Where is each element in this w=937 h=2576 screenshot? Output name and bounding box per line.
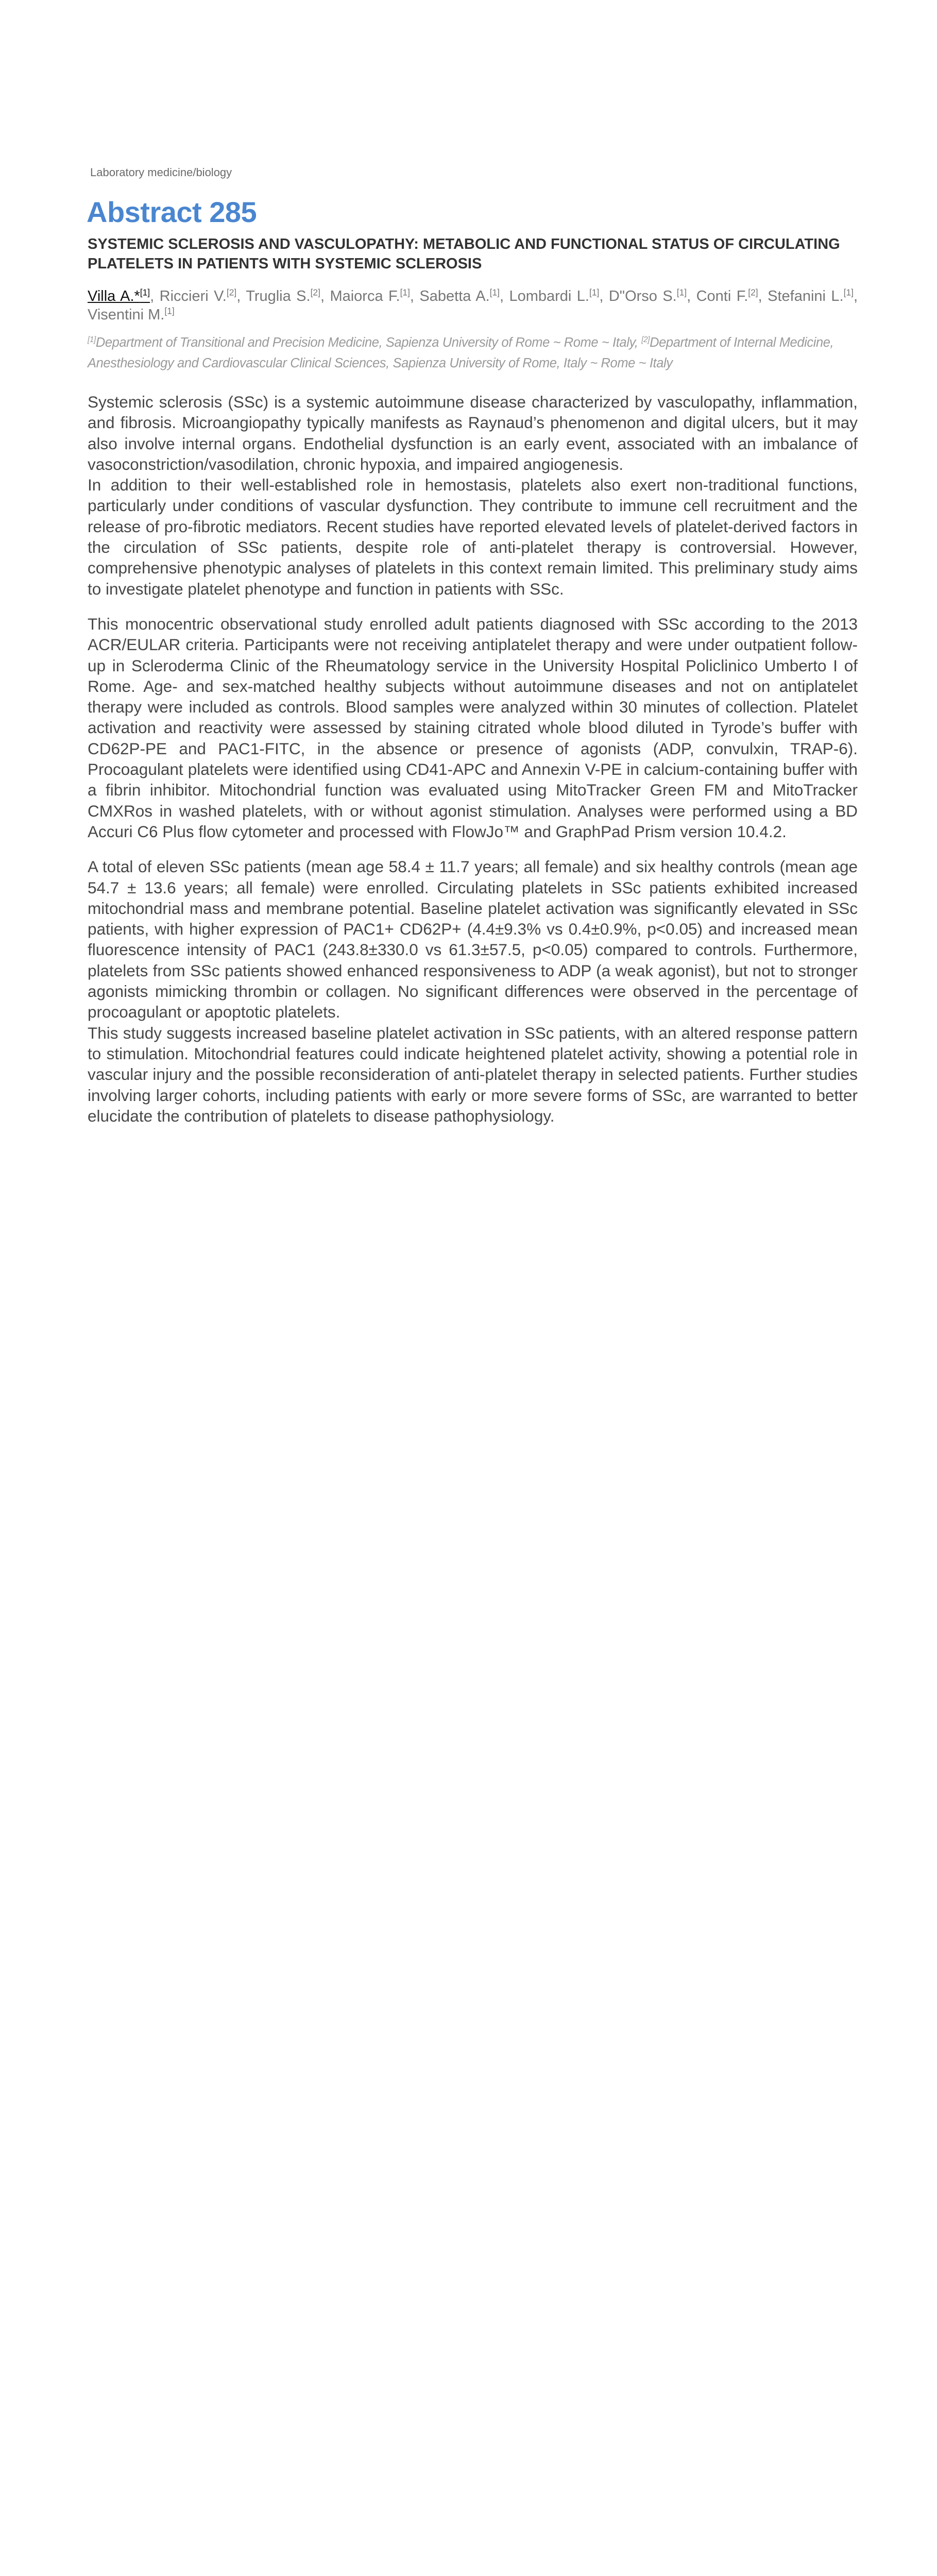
- author-list: [88, 287, 858, 324]
- author-presenting[interactable]: [88, 288, 150, 304]
- author-affiliation-ref: [2]: [748, 287, 758, 298]
- author: [687, 288, 758, 304]
- author-affiliation-ref: [1]: [843, 287, 854, 298]
- paragraph-text: In addition to their well-established role in hemostasis, platelets also exert non-traditional functions, particularly under conditions of vascular dysfunction. They contribute to immune cell recruitment and the release of pro-fibrotic mediators. Recent studies have reported elevated levels of platelet-derived factors in the circulation of SSc patients, despite role of anti-platelet therapy is controversial. However, comprehensive phenotypic analyses of platelets in this context remain limited. This preliminary study aims to investigate platelet phenotype and function in patients with SSc.: [88, 476, 858, 598]
- author-name: Conti F.: [696, 288, 748, 304]
- paragraph-methods: [88, 614, 858, 842]
- abstract-page: [0, 0, 937, 1147]
- author: [236, 288, 320, 304]
- author: [500, 288, 599, 304]
- author-name: Truglia S.: [246, 288, 311, 304]
- author-name: Stefanini L.: [768, 288, 844, 304]
- author-affiliation-ref: [1]: [164, 306, 175, 316]
- paragraph-text: Systemic sclerosis (SSc) is a systemic autoimmune disease characterized by vasculopathy, inflammation, and fibrosis. Microangiopathy typically manifests as Raynaud’s phenomenon and digital ulcers, but it may also involve internal organs. Endothelial dysfunction is an early event, associated with an imbalance of vasoconstriction/vasodilation, chronic hypoxia, and impaired angiogenesis.: [88, 393, 858, 473]
- author-affiliation-ref: [1]: [589, 287, 600, 298]
- author: [758, 288, 854, 304]
- paragraph-text: A total of eleven SSc patients (mean age 58.4 ± 11.7 years; all female) and six healthy controls (mean age 54.7 ± 13.6 years; all female) were enrolled. Circulating platelets in SSc patients exhibited increased mitochondrial mass and membrane potential. Baseline platelet activation was significantly elevated in SSc patients, with higher expression of PAC1+ CD62P+ (4.4±9.3% vs 0.4±0.9%, p<0.05) and increased mean fluorescence intensity of PAC1 (243.8±330.0 vs 61.3±57.5, p<0.05) compared to controls. Furthermore, platelets from SSc patients showed enhanced responsiveness to ADP (a weak agonist), but not to stronger agonists mimicking thrombin or collagen. No significant differences were observed in the percentage of procoagulant or apoptotic platelets.: [88, 857, 858, 1022]
- paragraph-results-conclusions: [88, 856, 858, 1126]
- author: [410, 288, 500, 304]
- abstract-heading: SYSTEMIC SCLEROSIS AND VASCULOPATHY: METABOLIC AND FUNCTIONAL STATUS OF CIRCULATING PLATELETS IN PATIENTS WITH SYSTEMIC SCLEROSIS: [88, 236, 840, 272]
- category-label: Laboratory medicine/biology: [90, 166, 232, 179]
- author-affiliation-ref: [1]: [676, 287, 687, 298]
- author-name: Maiorca F.: [330, 288, 400, 304]
- abstract-body: [88, 392, 858, 1126]
- author-name: D"Orso S.: [608, 288, 677, 304]
- affiliation-number: [2]: [641, 335, 650, 344]
- author-name: Villa A.*: [88, 288, 140, 304]
- author-affiliation-ref: [2]: [310, 287, 320, 298]
- author-name: Lombardi L.: [509, 288, 589, 304]
- author: [599, 288, 687, 304]
- affiliation-number: [1]: [88, 335, 96, 344]
- author-affiliation-ref: [1]: [140, 287, 150, 298]
- abstract-number-title: Abstract 285: [87, 196, 257, 228]
- affiliation-text: Department of Transitional and Precision Medicine, Sapienza University of Rome ~ Rome ~ Italy: [95, 335, 635, 350]
- affiliation-list: [88, 332, 858, 374]
- author: [320, 288, 410, 304]
- author-affiliation-ref: [1]: [400, 287, 410, 298]
- author-name: Sabetta A.: [419, 288, 490, 304]
- author: [150, 288, 236, 304]
- author-name: Riccieri V.: [159, 288, 227, 304]
- paragraph-text: This study suggests increased baseline platelet activation in SSc patients, with an altered response pattern to stimulation. Mitochondrial features could indicate heightened platelet activity, showing a potential role in vascular injury and the possible reconsideration of anti-platelet therapy in selected patients. Further studies involving larger cohorts, including patients with early or more severe forms of SSc, are warranted to better elucidate the contribution of platelets to disease pathophysiology.: [88, 1023, 858, 1125]
- affiliation: [88, 335, 635, 350]
- author-affiliation-ref: [1]: [489, 287, 500, 298]
- author-affiliation-ref: [2]: [226, 287, 237, 298]
- paragraph-introduction: [88, 392, 858, 599]
- affiliation-text: Department of Internal Medicine, Anesthesiology and Cardiovascular Clinical Sciences, Sapienza University of Rome, Italy ~ Rome ~ Italy: [88, 335, 834, 370]
- paragraph-text: This monocentric observational study enrolled adult patients diagnosed with SSc according to the 2013 ACR/EULAR criteria. Participants were not receiving antiplatelet therapy and were under outpatient follow-up in Scleroderma Clinic of the Rheumatology service in the University Hospital Policlinico Umberto I of Rome. Age- and sex-matched healthy subjects without autoimmune diseases and not on antiplatelet therapy were included as controls. Blood samples were analyzed within 30 minutes of collection. Platelet activation and reactivity were assessed by staining citrated whole blood diluted in Tyrode’s buffer with CD62P-PE and PAC1-FITC, in the absence or presence of agonists (ADP, convulxin, TRAP-6). Procoagulant platelets were identified using CD41-APC and Annexin V-PE in calcium-containing buffer with a fibrin inhibitor. Mitochondrial function was evaluated using MitoTracker Green FM and MitoTracker CMXRos in washed platelets, with or without agonist stimulation. Analyses were performed using a BD Accuri C6 Plus flow cytometer and processed with FlowJo™ and GraphPad Prism version 10.4.2.: [88, 614, 858, 841]
- author-name: Visentini M.: [88, 307, 165, 323]
